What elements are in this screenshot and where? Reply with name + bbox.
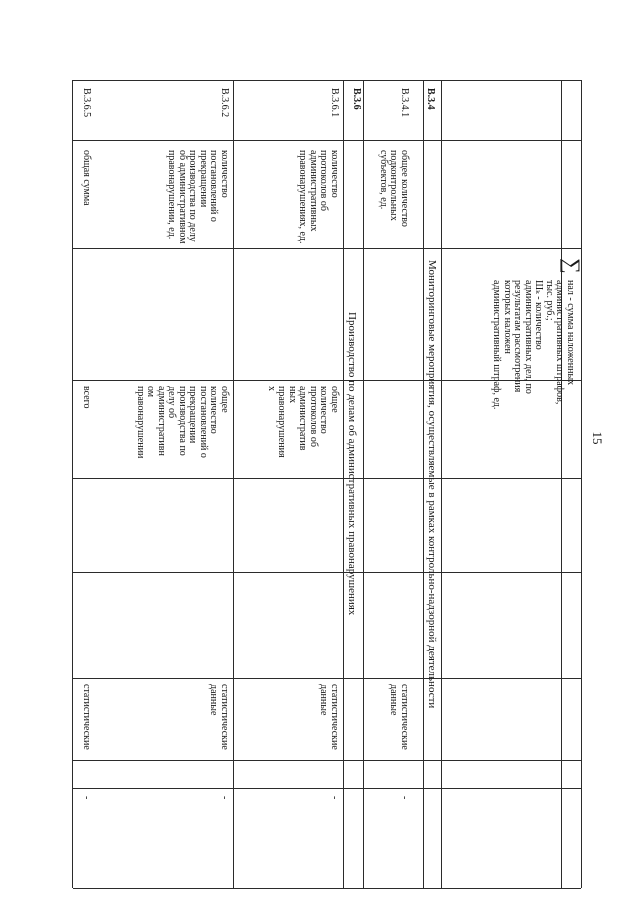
row-code: В.3.6.5 (81, 88, 92, 118)
data-source: статистические данные (318, 684, 340, 750)
data-source: статистические данные (388, 684, 410, 750)
indicator-description: общее количество постановлений о прекращении производства по делу об административн ом правонарушении (135, 386, 230, 459)
section-code: В.3.6 (351, 88, 362, 110)
row-name: общая сумма (81, 150, 92, 206)
sigma-symbol: ∑ (560, 258, 585, 274)
dash-mark: - (81, 796, 92, 800)
row-code: В.3.6.2 (219, 88, 230, 118)
indicator-description: общее количество протоколов об административ ных правонарушения х (266, 386, 340, 458)
data-source: статистические данные (208, 684, 230, 750)
dash-mark: - (329, 796, 340, 800)
section-code: В.3.4 (425, 88, 436, 110)
row-code: В.3.6.1 (329, 88, 340, 118)
section-heading: Производство по делам об административных правонарушениях (346, 312, 358, 616)
page-number: 15 (590, 431, 605, 445)
dash-mark: - (399, 796, 410, 800)
indicator-description: всего (81, 386, 92, 409)
section-heading: Мониторинговые мероприятия, осуществляемые в рамках контрольно-надзорной деятельности (426, 260, 438, 709)
dash-mark: - (219, 796, 230, 800)
rotated-table (72, 80, 585, 888)
row-name: количество постановлений о прекращении производства по делу об административном правонарушении, ед. (166, 150, 230, 244)
formula-description: нал - сумма наложенных административных штрафов, тыс. руб.; Шₖ - количество административных дел, по результатам рассмотрения которых наложен административный штраф, ед. (491, 280, 576, 410)
row-name: количество протоколов об административных правонарушениях, ед. (297, 150, 340, 244)
data-source: статистические (81, 684, 92, 750)
row-name: общее количество подконтрольных субъектов, ед. (378, 150, 410, 227)
row-code: В.3.4.1 (399, 88, 410, 118)
